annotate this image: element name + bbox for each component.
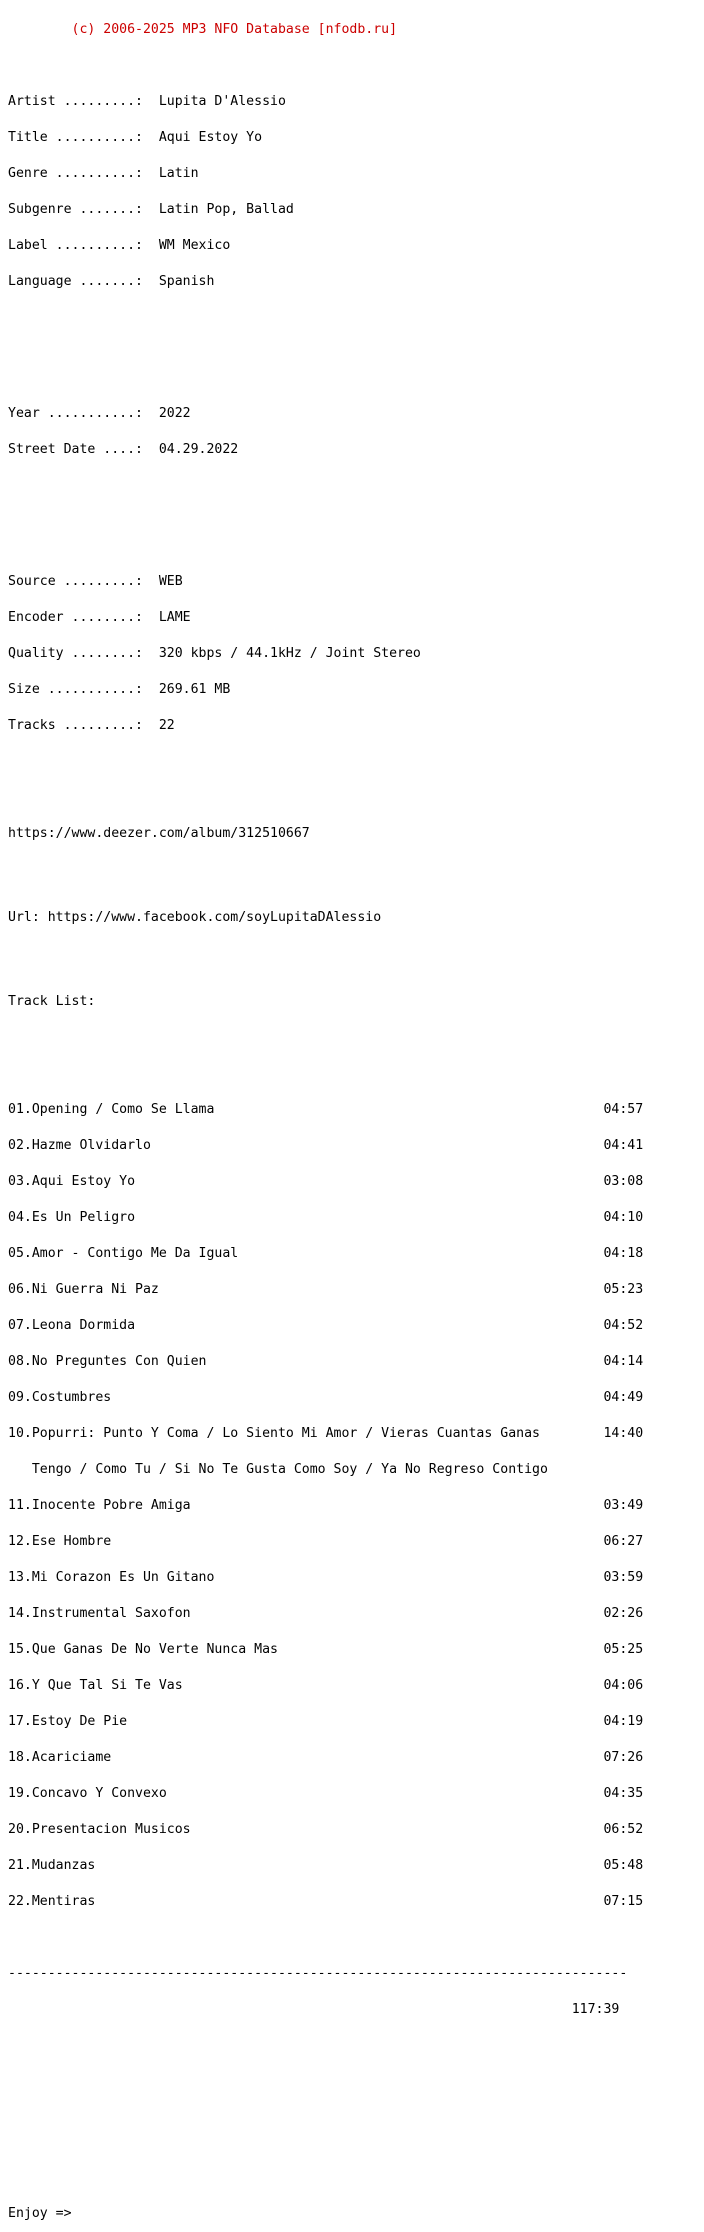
- blank-line: [8, 2160, 643, 2172]
- info-line-artist: Artist .........: Lupita D'Alessio: [8, 94, 286, 109]
- info-line-year: Year ...........: 2022: [8, 406, 191, 421]
- blank-line: [8, 780, 643, 792]
- track-row: 22.Mentiras 07:15: [8, 1894, 644, 1909]
- track-row: 06.Ni Guerra Ni Paz 05:23: [8, 1282, 644, 1297]
- track-row: 03.Aqui Estoy Yo 03:08: [8, 1174, 644, 1189]
- track-row: 05.Amor - Contigo Me Da Igual 04:18: [8, 1246, 644, 1261]
- info-line-size: Size ...........: 269.61 MB: [8, 682, 231, 697]
- info-line-title: Title ..........: Aqui Estoy Yo: [8, 130, 263, 145]
- info-line-encoder: Encoder ........: LAME: [8, 610, 191, 625]
- track-row-continuation: Tengo / Como Tu / Si No Te Gusta Como Soy / Ya No Regreso Contigo: [8, 1462, 548, 1477]
- track-row: 08.No Preguntes Con Quien 04:14: [8, 1354, 644, 1369]
- album-url: https://www.deezer.com/album/312510667: [8, 826, 310, 841]
- track-row: 10.Popurri: Punto Y Coma / Lo Siento Mi Amor / Vieras Cuantas Ganas 14:40: [8, 1426, 644, 1441]
- blank-line: [8, 948, 643, 960]
- info-line-source: Source .........: WEB: [8, 574, 183, 589]
- info-line-language: Language .......: Spanish: [8, 274, 215, 289]
- blank-line: [8, 504, 643, 516]
- track-row: 18.Acariciame 07:26: [8, 1750, 644, 1765]
- blank-line: [8, 336, 643, 348]
- track-row: 09.Costumbres 04:49: [8, 1390, 644, 1405]
- info-line-genre: Genre ..........: Latin: [8, 166, 199, 181]
- track-row: 14.Instrumental Saxofon 02:26: [8, 1606, 644, 1621]
- track-row: 04.Es Un Peligro 04:10: [8, 1210, 644, 1225]
- release-dates: [8, 384, 643, 480]
- info-line-quality: Quality ........: 320 kbps / 44.1kHz / Joint Stereo: [8, 646, 421, 661]
- blank-line: [8, 864, 643, 876]
- track-row: 17.Estoy De Pie 04:19: [8, 1714, 644, 1729]
- info-line-tracks: Tracks .........: 22: [8, 718, 175, 733]
- blank-line: [8, 2052, 643, 2064]
- blank-line: [8, 2124, 643, 2136]
- blank-line: [8, 1032, 643, 1044]
- separator-line: ------------------------------------------------------------------------------: [8, 1966, 628, 1981]
- nfo-header: (c) 2006-2025 MP3 NFO Database [nfodb.ru]: [8, 22, 398, 37]
- release-info: [8, 72, 643, 312]
- closing-line: Enjoy =>: [8, 2206, 72, 2221]
- track-row: 20.Presentacion Musicos 06:52: [8, 1822, 644, 1837]
- info-line-subgenre: Subgenre .......: Latin Pop, Ballad: [8, 202, 294, 217]
- track-row: 02.Hazme Olvidarlo 04:41: [8, 1138, 644, 1153]
- track-row: 11.Inocente Pobre Amiga 03:49: [8, 1498, 644, 1513]
- track-row: 16.Y Que Tal Si Te Vas 04:06: [8, 1678, 644, 1693]
- blank-line: [8, 2088, 643, 2100]
- info-line-label: Label ..........: WM Mexico: [8, 238, 231, 253]
- nfo-document: [8, 0, 643, 2232]
- facebook-url: Url: https://www.facebook.com/soyLupitaDAlessio: [8, 910, 382, 925]
- track-row: 13.Mi Corazon Es Un Gitano 03:59: [8, 1570, 644, 1585]
- track-row: 01.Opening / Como Se Llama 04:57: [8, 1102, 644, 1117]
- technical-info: [8, 552, 643, 756]
- track-row: 21.Mudanzas 05:48: [8, 1858, 644, 1873]
- track-row: 15.Que Ganas De No Verte Nunca Mas 05:25: [8, 1642, 644, 1657]
- track-row: 07.Leona Dormida 04:52: [8, 1318, 644, 1333]
- tracklist-heading: Track List:: [8, 994, 96, 1009]
- track-list: [8, 1080, 643, 1932]
- info-line-street-date: Street Date ....: 04.29.2022: [8, 442, 239, 457]
- total-time: 117:39: [8, 2002, 620, 2017]
- track-row: 19.Concavo Y Convexo 04:35: [8, 1786, 644, 1801]
- track-row: 12.Ese Hombre 06:27: [8, 1534, 644, 1549]
